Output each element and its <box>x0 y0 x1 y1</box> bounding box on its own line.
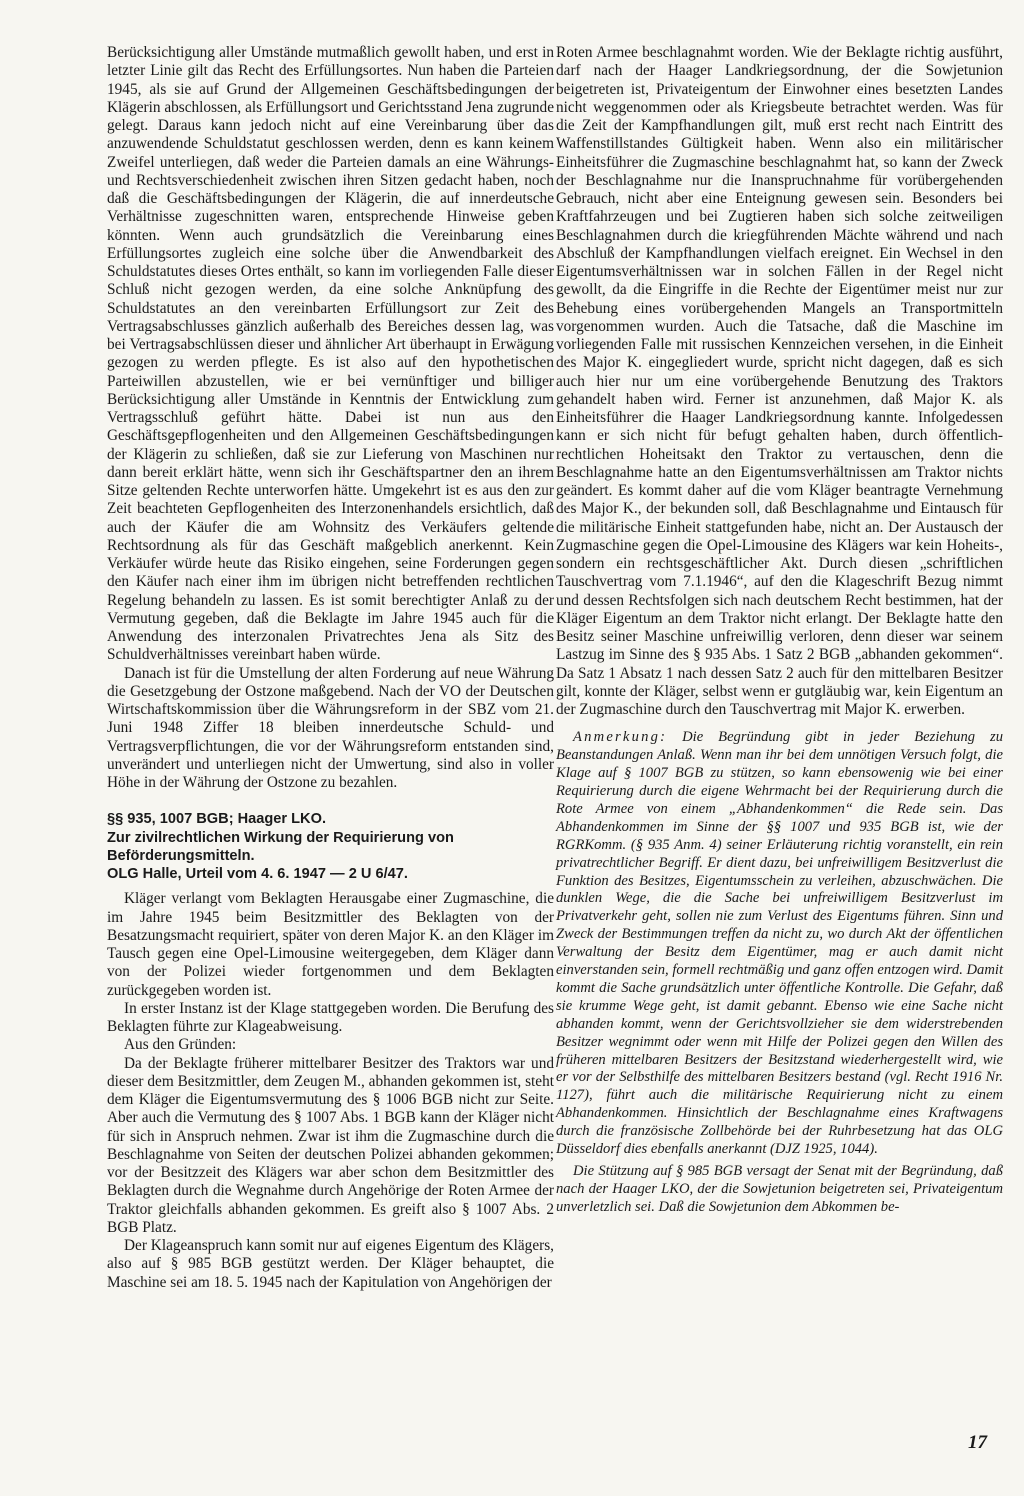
paragraph: Kläger verlangt vom Beklagten Herausgabe einer Zugmaschine, die im Jahre 1945 beim Besitzmittler des Beklagten von der Besatzungsmacht requiriert, später von deren Major K. an den Kläger im Tausch gegen eine Opel-Limousine weitergegeben, dem Kläger dann von der Polizei wieder fortgenommen und dem Beklagten zurückgegeben worden ist. <box>107 890 554 999</box>
paragraph: Aus den Gründen: <box>124 1036 237 1054</box>
left-column <box>107 44 554 1292</box>
paragraph: Berücksichtigung aller Umstände mutmaßlich gewollt haben, und erst in letzter Linie gilt das Recht des Erfüllungsortes. Nun haben die Parteien 1945, als sie auf Grund der Allgemeinen Geschäftsbedingungen der Klägerin abschlossen, als Erfüllungsort und Gerichtsstand Jena zugrunde gelegt. Daraus kann jedoch nicht auf eine Vereinbarung über das anzuwendende Schuldstatut geschlossen werden, denn es kann keinem Zweifel unterliegen, daß weder die Parteien damals an eine Währungs- und Rechtsverschiedenheit zwischen ihren Sitzen gedacht haben, noch daß die Geschäftsbedingungen der Klägerin, die auf innerdeutsche Verhältnisse zugeschnitten waren, entsprechende Hinweise geben könnten. Wenn auch grundsätzlich die Vereinbarung eines Erfüllungsortes zugleich eine solche über die Anwendbarkeit des Schuldstatutes dieses Ortes enthält, so kann im vorliegenden Falle dieser Schluß nicht gezogen werden, da eine solche Anknüpfung des Schuldstatutes an den vereinbarten Erfüllungsort zur Zeit des Vertragsabschlusses gänzlich außerhalb des Bereiches dessen lag, was bei Vertragsabschlüssen dieser und ähnlicher Art überhaupt in Erwägung gezogen zu werden pflegte. Es ist also auf den hypothetischen Parteiwillen abzustellen, wie er bei vernünftiger und billiger Berücksichtigung aller Umstände in Kenntnis der Entwicklung zum Vertragsschluß geführt hätte. Dabei ist nun aus den Geschäftsgepflogenheiten und den Allgemeinen Geschäftsbedingungen der Klägerin zu schließen, daß sie zur Lieferung von Maschinen nur dann bereit erklärt hätte, wenn sich ihr Geschäftspartner den an ihrem Sitze geltenden Rechte unterworfen hätte. Umgekehrt ist es aus den zur Zeit beachteten Gepflogenheiten des Interzonenhandels ersichtlich, daß auch der Käufer die am Wohnsitz des Verkäufers geltende Rechtsordnung als für das Geschäft maßgeblich anerkennt. Kein Verkäufer würde heute das Risiko eingehen, seine Forderungen gegen den Käufer nach einer ihm im übrigen nicht betreffenden rechtlichen Regelung behandeln zu lassen. Es ist somit berechtigter Anlaß zu der Vermutung gegeben, daß die Beklagte im Jahre 1945 auch für die Anwendung des interzonalen Privatrechtes Jena als Sitz des Schuldverhältnisses vereinbart haben würde. <box>107 44 554 664</box>
annotation-note <box>556 729 1003 1216</box>
paragraph: Roten Armee beschlagnahmt worden. Wie der Beklagte richtig ausführt, darf nach der Haager Landkriegsordnung, der die Sowjetunion beigetreten ist, Privateigentum der Einwohner eines besetzten Landes nicht weggenommen oder als Kriegsbeute betrachtet werden. Was für die Zeit der Kampfhandlungen gilt, muß erst recht nach Eintritt des Waffenstillstandes Gültigkeit haben. Wenn also ein militärischer Einheitsführer die Zugmaschine beschlagnahmt hat, so kann der Zweck der Beschlagnahme nur die Inanspruchnahme für vorübergehenden Gebrauch, nicht aber eine Enteignung gewesen sein. Besonders bei Kraftfahrzeugen und bei Zugtieren haben sich solche zeitweiligen Beschlagnahmen durch die kriegführenden Mächte während und nach Abschluß der Kampfhandlungen vielfach ereignet. Ein Wechsel in den Eigentumsverhältnissen war in solchen Fällen in der Regel nicht gewollt, da die Eingriffe in die Rechte der Eigentümer meist nur zur Behebung eines vorübergehenden Mangels an Transportmitteln vorgenommen wurden. Auch die Tatsache, daß die Maschine im vorliegenden Falle mit russischen Kennzeichen versehen, in die Einheit des Major K. eingegliedert wurde, spricht nicht dagegen, daß es sich auch hier nur um eine vorübergehende Benutzung des Traktors gehandelt haben wird. Ferner ist anzunehmen, daß Major K. als Einheitsführer die Haager Landkriegsordnung kannte. Infolgedessen kann er sich nicht für befugt gehalten haben, durch öffentlich-rechtlichen Hoheitsakt den Traktor zu vertauschen, denn die Beschlagnahme hatte an den Eigentumsverhältnissen am Traktor nichts geändert. Es kommt daher auf die vom Kläger beantragte Vernehmung des Major K., der bekunden soll, daß Beschlagnahme und Eintausch für die militärische Einheit stattgefunden habe, nicht an. Der Austausch der Zugmaschine gegen die Opel-Limousine des Klägers war kein Hoheits-, sondern ein rechtsgeschäftlicher Akt. Durch diesen „schriftlichen Tauschvertrag vom 7.1.1946“, auf den die Klageschrift Bezug nimmt und dessen Rechtsfolgen sich nach deutschem Recht bestimmen, hat der Kläger Eigentum an dem Traktor nicht erlangt. Der Beklagte hatte den Besitz seiner Maschine unfreiwillig verloren, denn dieser war seinem Lastzug im Sinne des § 935 Abs. 1 Satz 2 BGB „abhanden gekommen“. Da Satz 1 Absatz 1 nach dessen Satz 2 auch für den mittelbaren Besitzer gilt, konnte der Kläger, selbst wenn er gutgläubig war, kein Eigentum an der Zugmaschine durch den Tauschvertrag mit Major K. erwerben. <box>556 44 1003 718</box>
paragraph: Da der Beklagte früherer mittelbarer Besitzer des Traktors war und dieser dem Besitzmittler, dem Zeugen M., abhanden gekommen ist, steht dem Kläger die Eigentumsvermutung des § 1006 BGB nicht zur Seite. Aber auch die Vermutung des § 1007 Abs. 1 BGB kann der Kläger nicht für sich in Anspruch nehmen. Zwar ist ihm die Zugmaschine durch die Beschlagnahme von Seiten der deutschen Polizei abhanden gekommen; vor der Besitzzeit des Klägers war aber schon dem Besitzmittler des Beklagten durch die Wegnahme durch Angehörige der Roten Armee der Traktor gleichfalls abhanden gekommen. Es greift also § 1007 Abs. 2 BGB Platz. <box>107 1054 554 1236</box>
note-paragraph: Die Stützung auf § 985 BGB versagt der Senat mit der Begründung, daß nach der Haager LKO, der die Sowjetunion beigetreten sei, Privateigentum unverletzlich sei. Daß die Sowjetunion dem Abkommen be- <box>556 1163 1003 1215</box>
note-label: Anmerkung: <box>573 729 668 746</box>
right-column <box>556 44 1003 1217</box>
case-title: Zur zivilrechtlichen Wirkung der Requirierung von Beförderungsmitteln. <box>107 830 454 865</box>
paragraph: In erster Instanz ist der Klage stattgegeben worden. Die Berufung des Beklagten führte zur Klageabweisung. <box>107 999 554 1035</box>
case-court: OLG Halle, Urteil vom 4. 6. 1947 — 2 U 6/47. <box>107 866 408 883</box>
paragraph: Der Klageanspruch kann somit nur auf eigenes Eigentum des Klägers, also auf § 985 BGB gestützt werden. Der Kläger behauptet, die Maschine sei am 18. 5. 1945 nach der Kapitulation von Angehörigen der <box>107 1237 554 1291</box>
paragraph: Danach ist für die Umstellung der alten Forderung auf neue Währung die Gesetzgebung der Ostzone maßgebend. Nach der VO der Deutschen Wirtschaftskommission über die Währungsreform in der SBZ vom 21. Juni 1948 Ziffer 18 bleiben innerdeutsche Schuld- und Vertragsverpflichtungen, die vor der Währungsreform entstanden sind, unverändert und unterliegen nicht der Umwertung, sind also in voller Höhe in der Währung der Ostzone zu bezahlen. <box>107 664 554 791</box>
case-heading <box>107 810 554 884</box>
note-paragraph <box>556 729 1003 1159</box>
page-number: 17 <box>968 1432 987 1453</box>
case-statute: §§ 935, 1007 BGB; Haager LKO. <box>107 811 327 828</box>
note-text: Die Begründung gibt in jeder Beziehung zu Beanstandungen Anlaß. Wenn man ihr bei dem unnötigen Versuch folgt, die Klage auf § 1007 BGB zu stützen, so kann ebensowenig wie bei einer Requirierung durch die eigene Wehrmacht bei der Requirierung durch die Rote Armee von einem „Abhandenkommen“ die Rede sein. Das Abhandenkommen im Sinne der §§ 1007 und 935 BGB ist, wie der RGRKomm. (§ 935 Anm. 4) seiner Erläuterung richtig voranstellt, ein rein privatrechtlicher Begriff. Er dient dazu, bei unfreiwilligem Besitzverlust die Funktion des Besitzes, Eigentumsschein zu verleihen, abzuschwächen. Die dunklen Wege, die die Sache bei unfreiwilligem Besitzverlust im Privatverkehr geht, sollen nie zum Verlust des Eigentums führen. Sinn und Zweck der Bestimmungen treffen da nicht zu, wo durch Akt der öffentlichen Verwaltung der Besitz dem Eigentümer, mag er auch damit nicht einverstanden sein, formell rechtmäßig und ganz offen entzogen wird. Damit kommt die Sache grundsätzlich unter öffentliche Kontrolle. Die Gefahr, daß sie krumme Wege geht, ist damit gebannt. Ebenso wie eine Sache nicht abhanden kommt, wenn der Gerichtsvollzieher sie dem widerstrebenden Besitzer wegnimmt oder wenn mit Hilfe der Polizei gegen den Willen des früheren mittelbaren Besitzers der Besitzstand wiederhergestellt wird, wie er vor der Selbsthilfe des mittelbaren Besitzers bestand (vgl. Recht 1916 Nr. 1127), führt auch die militärische Requirierung nicht zu einem Abhandenkommen. Hinsichtlich der Beschlagnahme eines Kraftwagens durch die französische Zollbehörde bei der Ruhrbesetzung hat das OLG Düsseldorf dies ebenfalls anerkannt (DJZ 1925, 1044). <box>556 729 1003 1158</box>
